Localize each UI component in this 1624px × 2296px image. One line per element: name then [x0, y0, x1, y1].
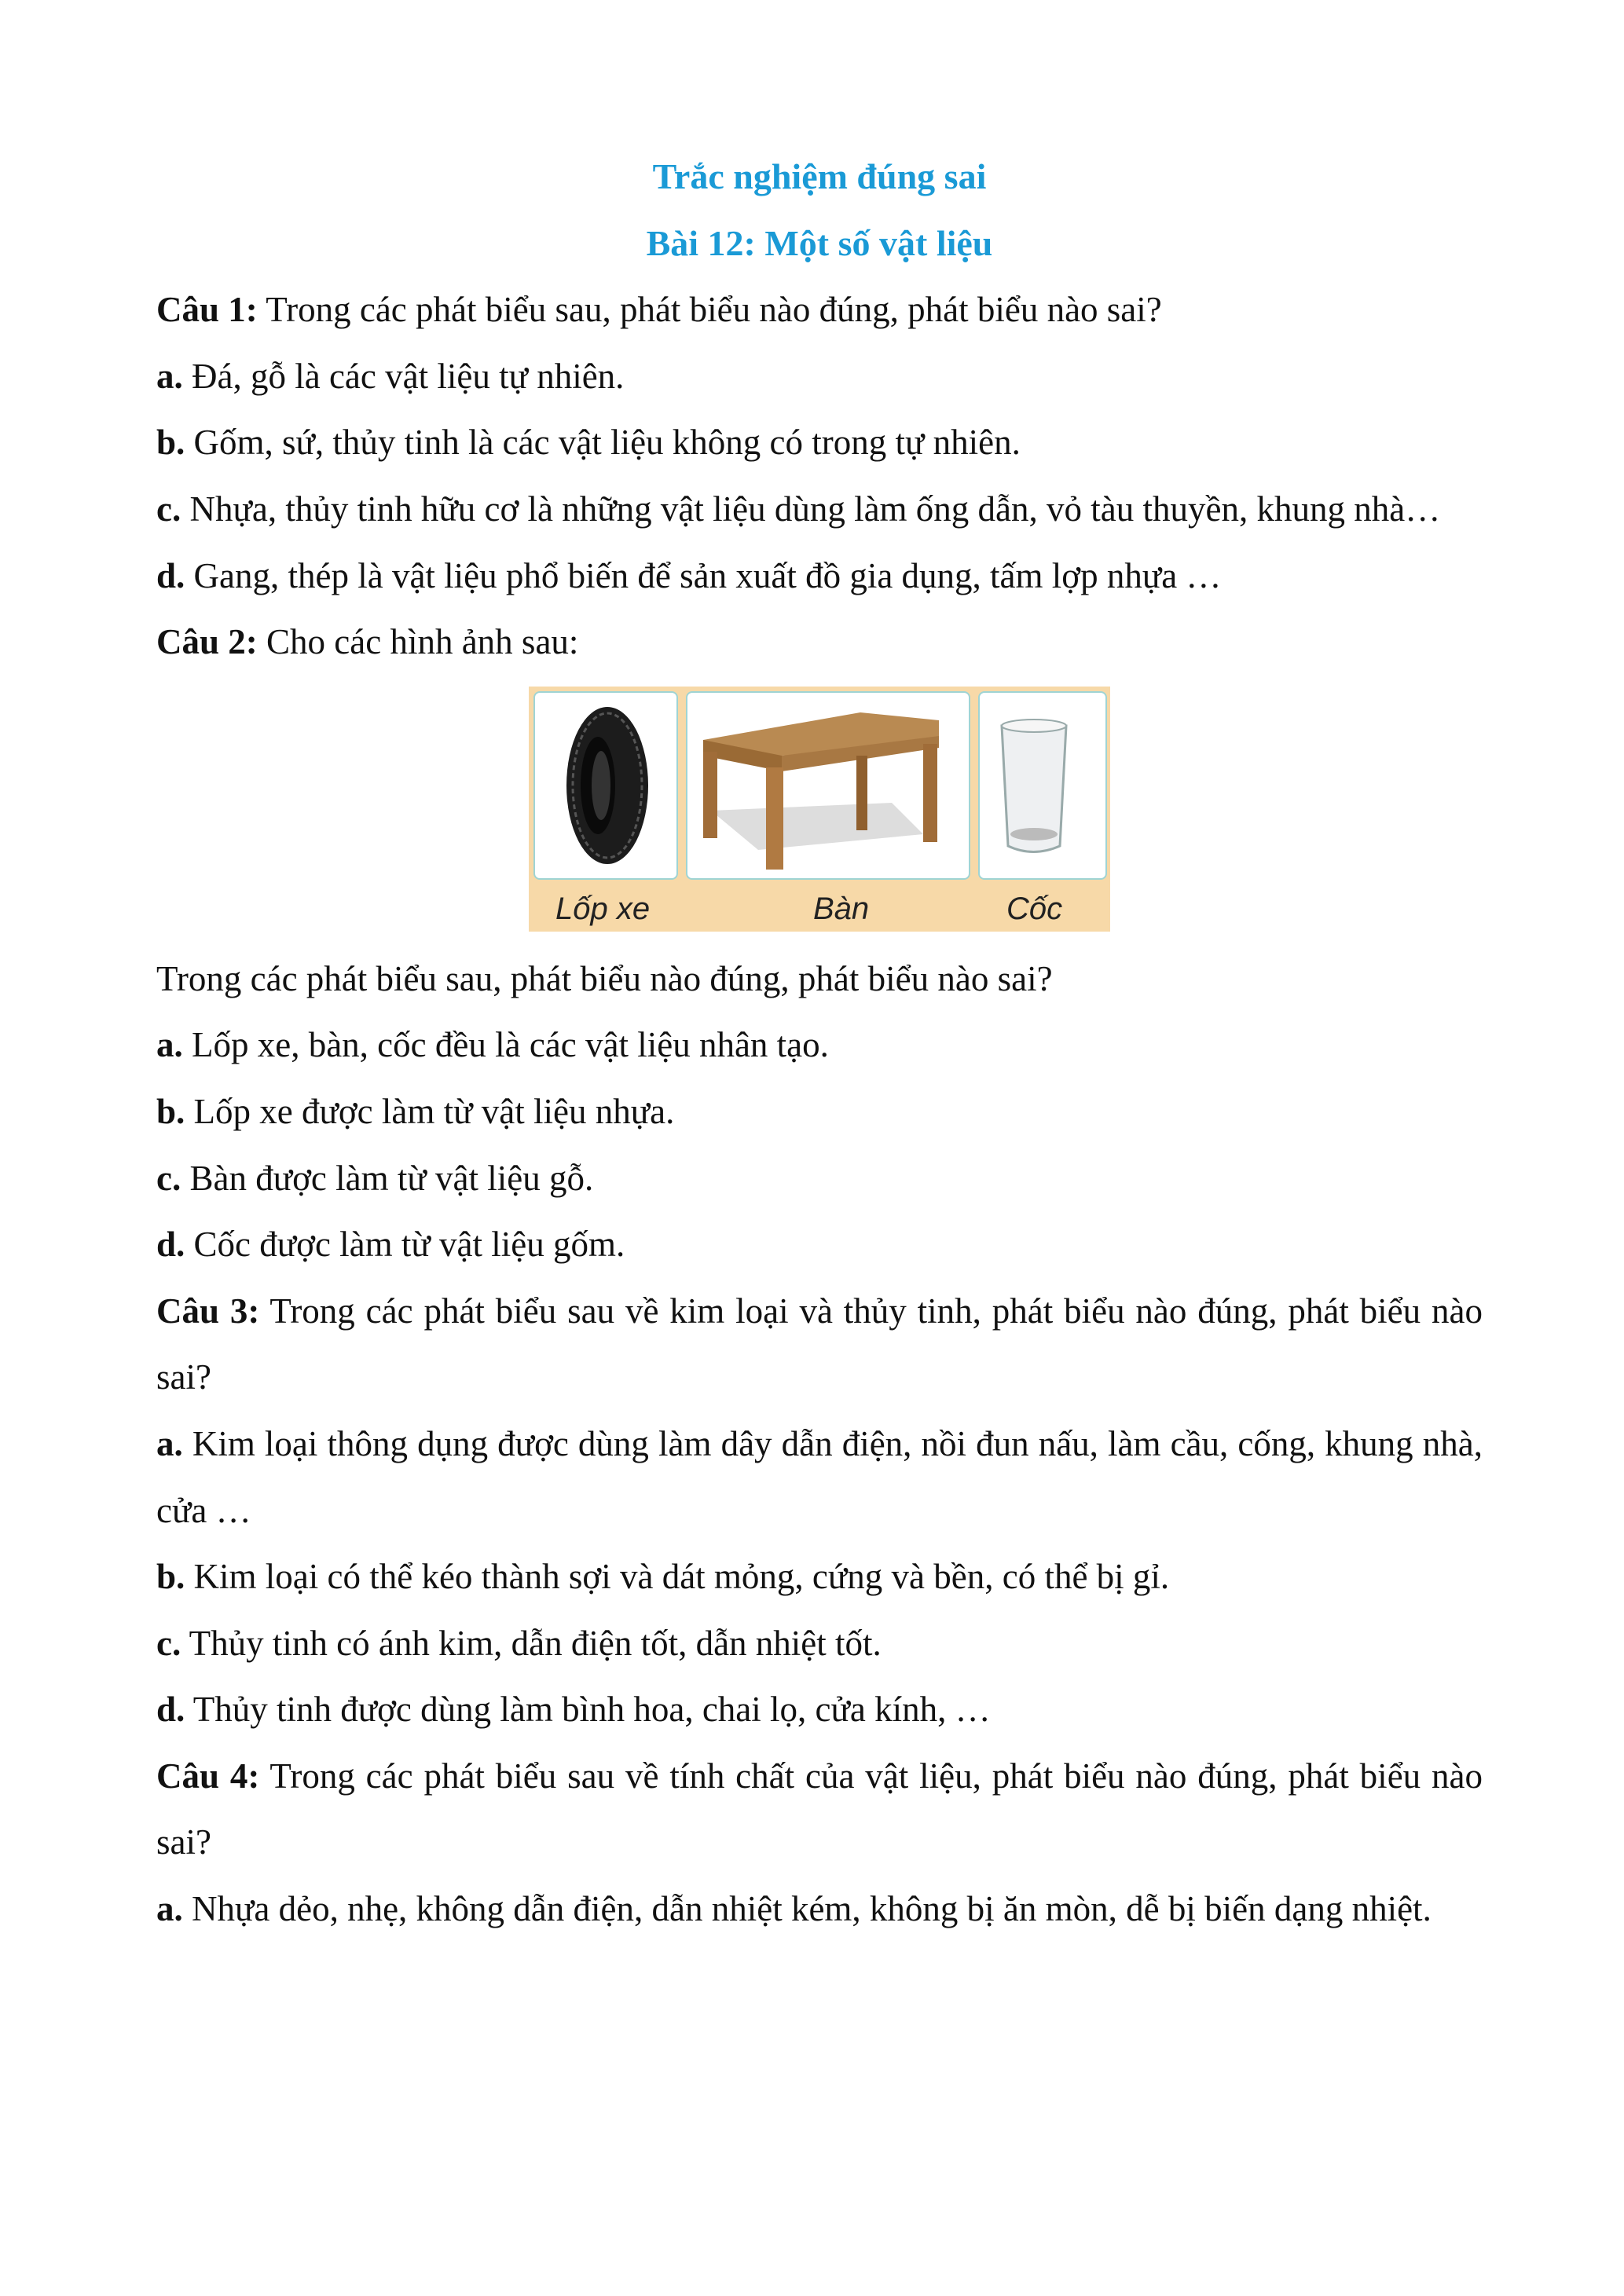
- table-image: [686, 691, 970, 880]
- question-3-option-b: b. Kim loại có thể kéo thành sợi và dát mỏng, cứng và bền, có thể bị gỉ.: [156, 1557, 1170, 1597]
- question-2-prompt: Trong các phát biểu sau, phát biểu nào đúng, phát biểu nào sai?: [156, 958, 1053, 998]
- question-3-option-c: c. Thủy tinh có ánh kim, dẫn điện tốt, dẫn nhiệt tốt.: [156, 1623, 882, 1663]
- question-4-option-a: a. Nhựa dẻo, nhẹ, không dẫn điện, dẫn nhiệt kém, không bị ăn mòn, dễ bị biến dạng nhiệt.: [156, 1889, 1432, 1929]
- document-page: [156, 144, 1483, 1943]
- question-2-option-a: a. Lốp xe, bàn, cốc đều là các vật liệu nhân tạo.: [156, 1025, 829, 1065]
- caption-glass: Cốc: [1006, 891, 1063, 926]
- caption-table: Bàn: [813, 891, 870, 926]
- question-3: Câu 3: Trong các phát biểu sau về kim loại và thủy tinh, phát biểu nào đúng, phát biểu nào sai?: [156, 1291, 1483, 1397]
- tire-image: [533, 691, 678, 880]
- question-1-option-a: a. Đá, gỗ là các vật liệu tự nhiên.: [156, 356, 625, 396]
- caption-tire: Lốp xe: [555, 891, 651, 926]
- question-3-option-d: d. Thủy tinh được dùng làm bình hoa, chai lọ, cửa kính, …: [156, 1690, 991, 1730]
- document-subtitle: Bài 12: Một số vật liệu: [646, 222, 993, 263]
- question-1: Câu 1: Trong các phát biểu sau, phát biểu nào đúng, phát biểu nào sai?: [156, 290, 1162, 330]
- question-2: Câu 2: Cho các hình ảnh sau:: [156, 622, 579, 662]
- question-2-option-c: c. Bàn được làm từ vật liệu gỗ.: [156, 1158, 594, 1198]
- materials-figure: [529, 687, 1110, 932]
- question-2-option-d: d. Cốc được làm từ vật liệu gốm.: [156, 1225, 625, 1265]
- question-2-option-b: b. Lốp xe được làm từ vật liệu nhựa.: [156, 1091, 675, 1131]
- question-1-option-c: c. Nhựa, thủy tinh hữu cơ là những vật liệu dùng làm ống dẫn, vỏ tàu thuyền, khung nhà…: [156, 489, 1441, 529]
- question-3-option-a: a. Kim loại thông dụng được dùng làm dây dẫn điện, nồi đun nấu, làm cầu, cống, khung nhà, cửa …: [156, 1423, 1483, 1530]
- question-1-option-b: b. Gốm, sứ, thủy tinh là các vật liệu không có trong tự nhiên.: [156, 423, 1021, 463]
- question-4: Câu 4: Trong các phát biểu sau về tính chất của vật liệu, phát biểu nào đúng, phát biểu nào sai?: [156, 1756, 1483, 1862]
- question-1-option-d: d. Gang, thép là vật liệu phổ biến để sản xuất đồ gia dụng, tấm lợp nhựa …: [156, 555, 1222, 595]
- glass-image: [978, 691, 1107, 880]
- document-title: Trắc nghiệm đúng sai: [652, 156, 987, 196]
